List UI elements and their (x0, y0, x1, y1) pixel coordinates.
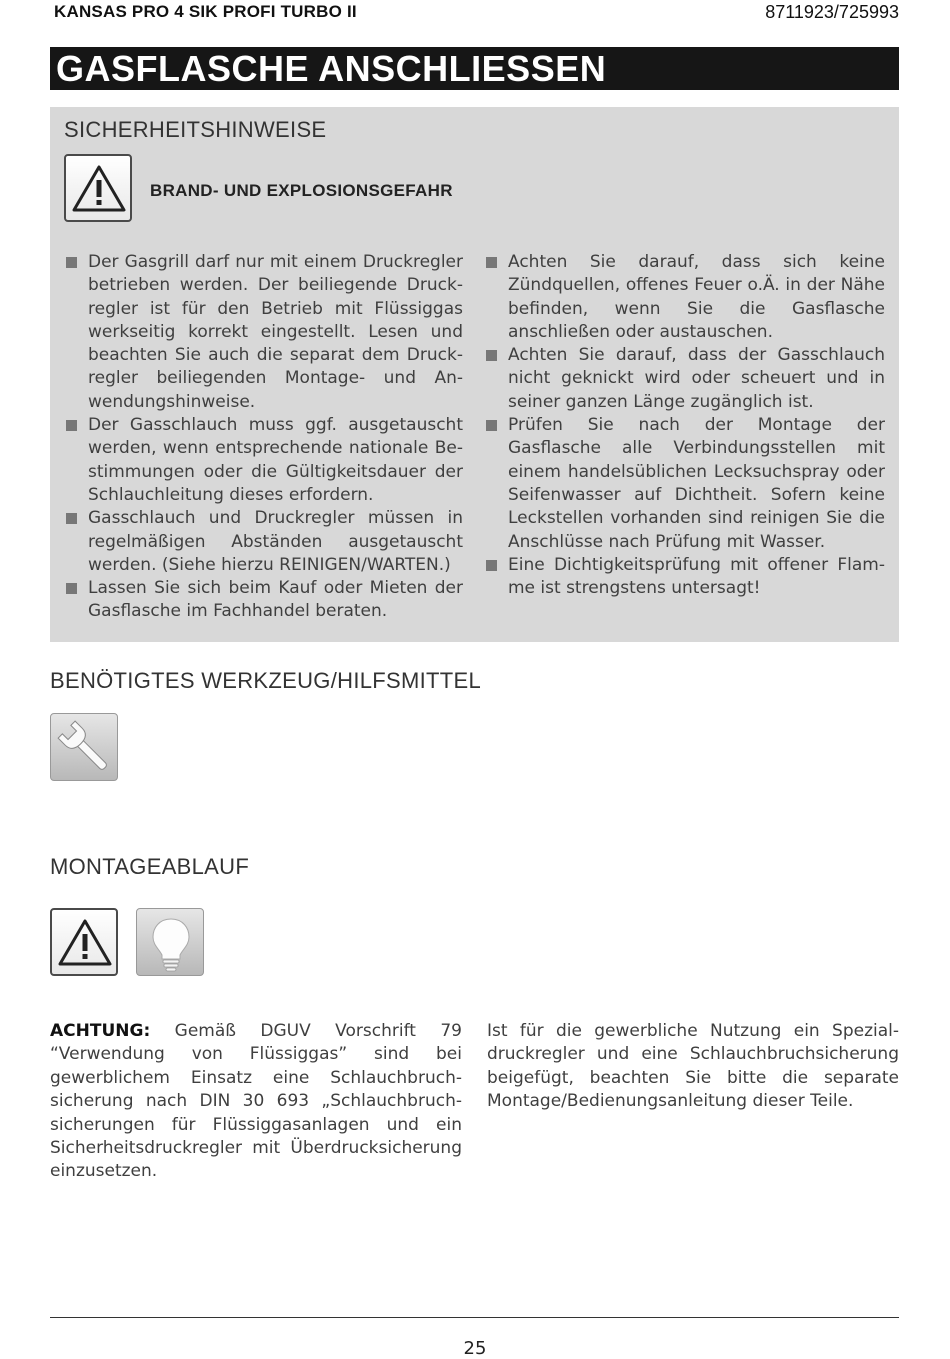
list-item (486, 251, 885, 344)
page-title: GASFLASCHE ANSCHLIESSEN (56, 48, 607, 89)
list-item-text: Der Gasschlauch muss ggf. ausgetauscht werden, wenn entsprechende nationale Bestimmungen oder die Gültigkeitsdauer der Schlauchleitung dieses erfordern. (88, 415, 463, 505)
bullet-square-icon (66, 420, 77, 431)
list-item (486, 344, 885, 414)
list-item-text: Lassen Sie sich beim Kauf oder Mieten der Gasflasche im Fachhandel beraten. (88, 578, 463, 622)
list-item (66, 577, 463, 624)
safety-heading: SICHERHEITSHINWEISE (64, 117, 327, 142)
safety-box (50, 107, 899, 642)
bullet-square-icon (486, 350, 497, 361)
bullet-square-icon (66, 583, 77, 594)
warning-triangle-icon (50, 908, 118, 976)
commercial-use-paragraph: Ist für die gewerbliche Nutzung ein Spezialdruckregler und eine Schlauchbruchsicherung beigefügt, beachten Sie bitte die separate Montage/Bedienungsanleitung dieser Teile. (487, 1021, 899, 1112)
bullet-square-icon (486, 560, 497, 571)
list-item-text: Eine Dichtigkeitsprüfung mit offener Flamme ist strengstens untersagt! (508, 554, 885, 599)
safety-right-column (486, 251, 885, 600)
attention-paragraph (50, 1020, 462, 1184)
list-item (486, 414, 885, 554)
list-item-text: Gasschlauch und Druckregler müssen in regelmäßigen Abständen ausgetauscht werden. (Siehe hierzu REINIGEN/WARTEN.) (88, 508, 463, 575)
list-item (66, 251, 463, 414)
bullet-square-icon (66, 257, 77, 268)
montage-heading: MONTAGEABLAUF (50, 854, 250, 879)
bullet-square-icon (486, 257, 497, 268)
list-item-text: Achten Sie darauf, dass der Gasschlauch nicht geknickt wird oder scheuert und in seiner ganzen Länge zugänglich ist. (508, 345, 885, 412)
danger-title: BRAND- UND EXPLOSIONSGEFAHR (150, 181, 453, 200)
header-model: KANSAS PRO 4 SIK PROFI TURBO II (54, 2, 357, 21)
list-item (486, 554, 885, 601)
list-item-text: Prüfen Sie nach der Montage der Gasflasche alle Verbindungsstellen mit einem handelsüblichen Lecksuchspray oder Seifenwasser auf Dichtheit. Sofern keine Leckstellen vorhanden sind reinigen Sie die Anschlüsse nach Prüfung mit Wasser. (508, 415, 885, 552)
wrench-icon (50, 713, 118, 781)
tools-heading: BENÖTIGTES WERKZEUG/HILFSMITTEL (50, 668, 482, 693)
list-item-text: Achten Sie darauf, dass sich keine Zündquellen, offenes Feuer o.Ä. in der Nähe befinden, wenn Sie die Gasflasche anschließen oder austauschen. (508, 252, 885, 342)
warning-triangle-icon (64, 154, 132, 222)
attention-text: Gemäß DGUV Vorschrift 79 “Verwendung von Flüssiggas” sind bei gewerblichem Einsatz eine Schlauchbruchsicherung nach DIN 30 693 „Schlauchbruchsicherungen für Flüssiggasanlagen und ein Sicherheitsdruckregler mit Überdrucksicherung einzusetzen. (50, 1021, 462, 1182)
safety-left-column (66, 251, 463, 624)
title-bar (50, 47, 899, 90)
bullet-square-icon (66, 513, 77, 524)
list-item (66, 414, 463, 507)
footer-divider (50, 1317, 899, 1318)
bullet-square-icon (486, 420, 497, 431)
attention-label: ACHTUNG: (50, 1021, 151, 1041)
page-number: 25 (463, 1338, 487, 1359)
header-article-number: 8711923/725993 (765, 2, 899, 22)
list-item-text: Der Gasgrill darf nur mit einem Druckregler betrieben werden. Der beiliegende Druckregler ist für den Betrieb mit Flüssiggas werkseitig korrekt eingestellt. Lesen und beachten Sie auch die separat dem Druckregler beiliegenden Montage- und Anwendungshinweise. (88, 252, 463, 412)
list-item (66, 507, 463, 577)
light-bulb-icon (136, 908, 204, 976)
